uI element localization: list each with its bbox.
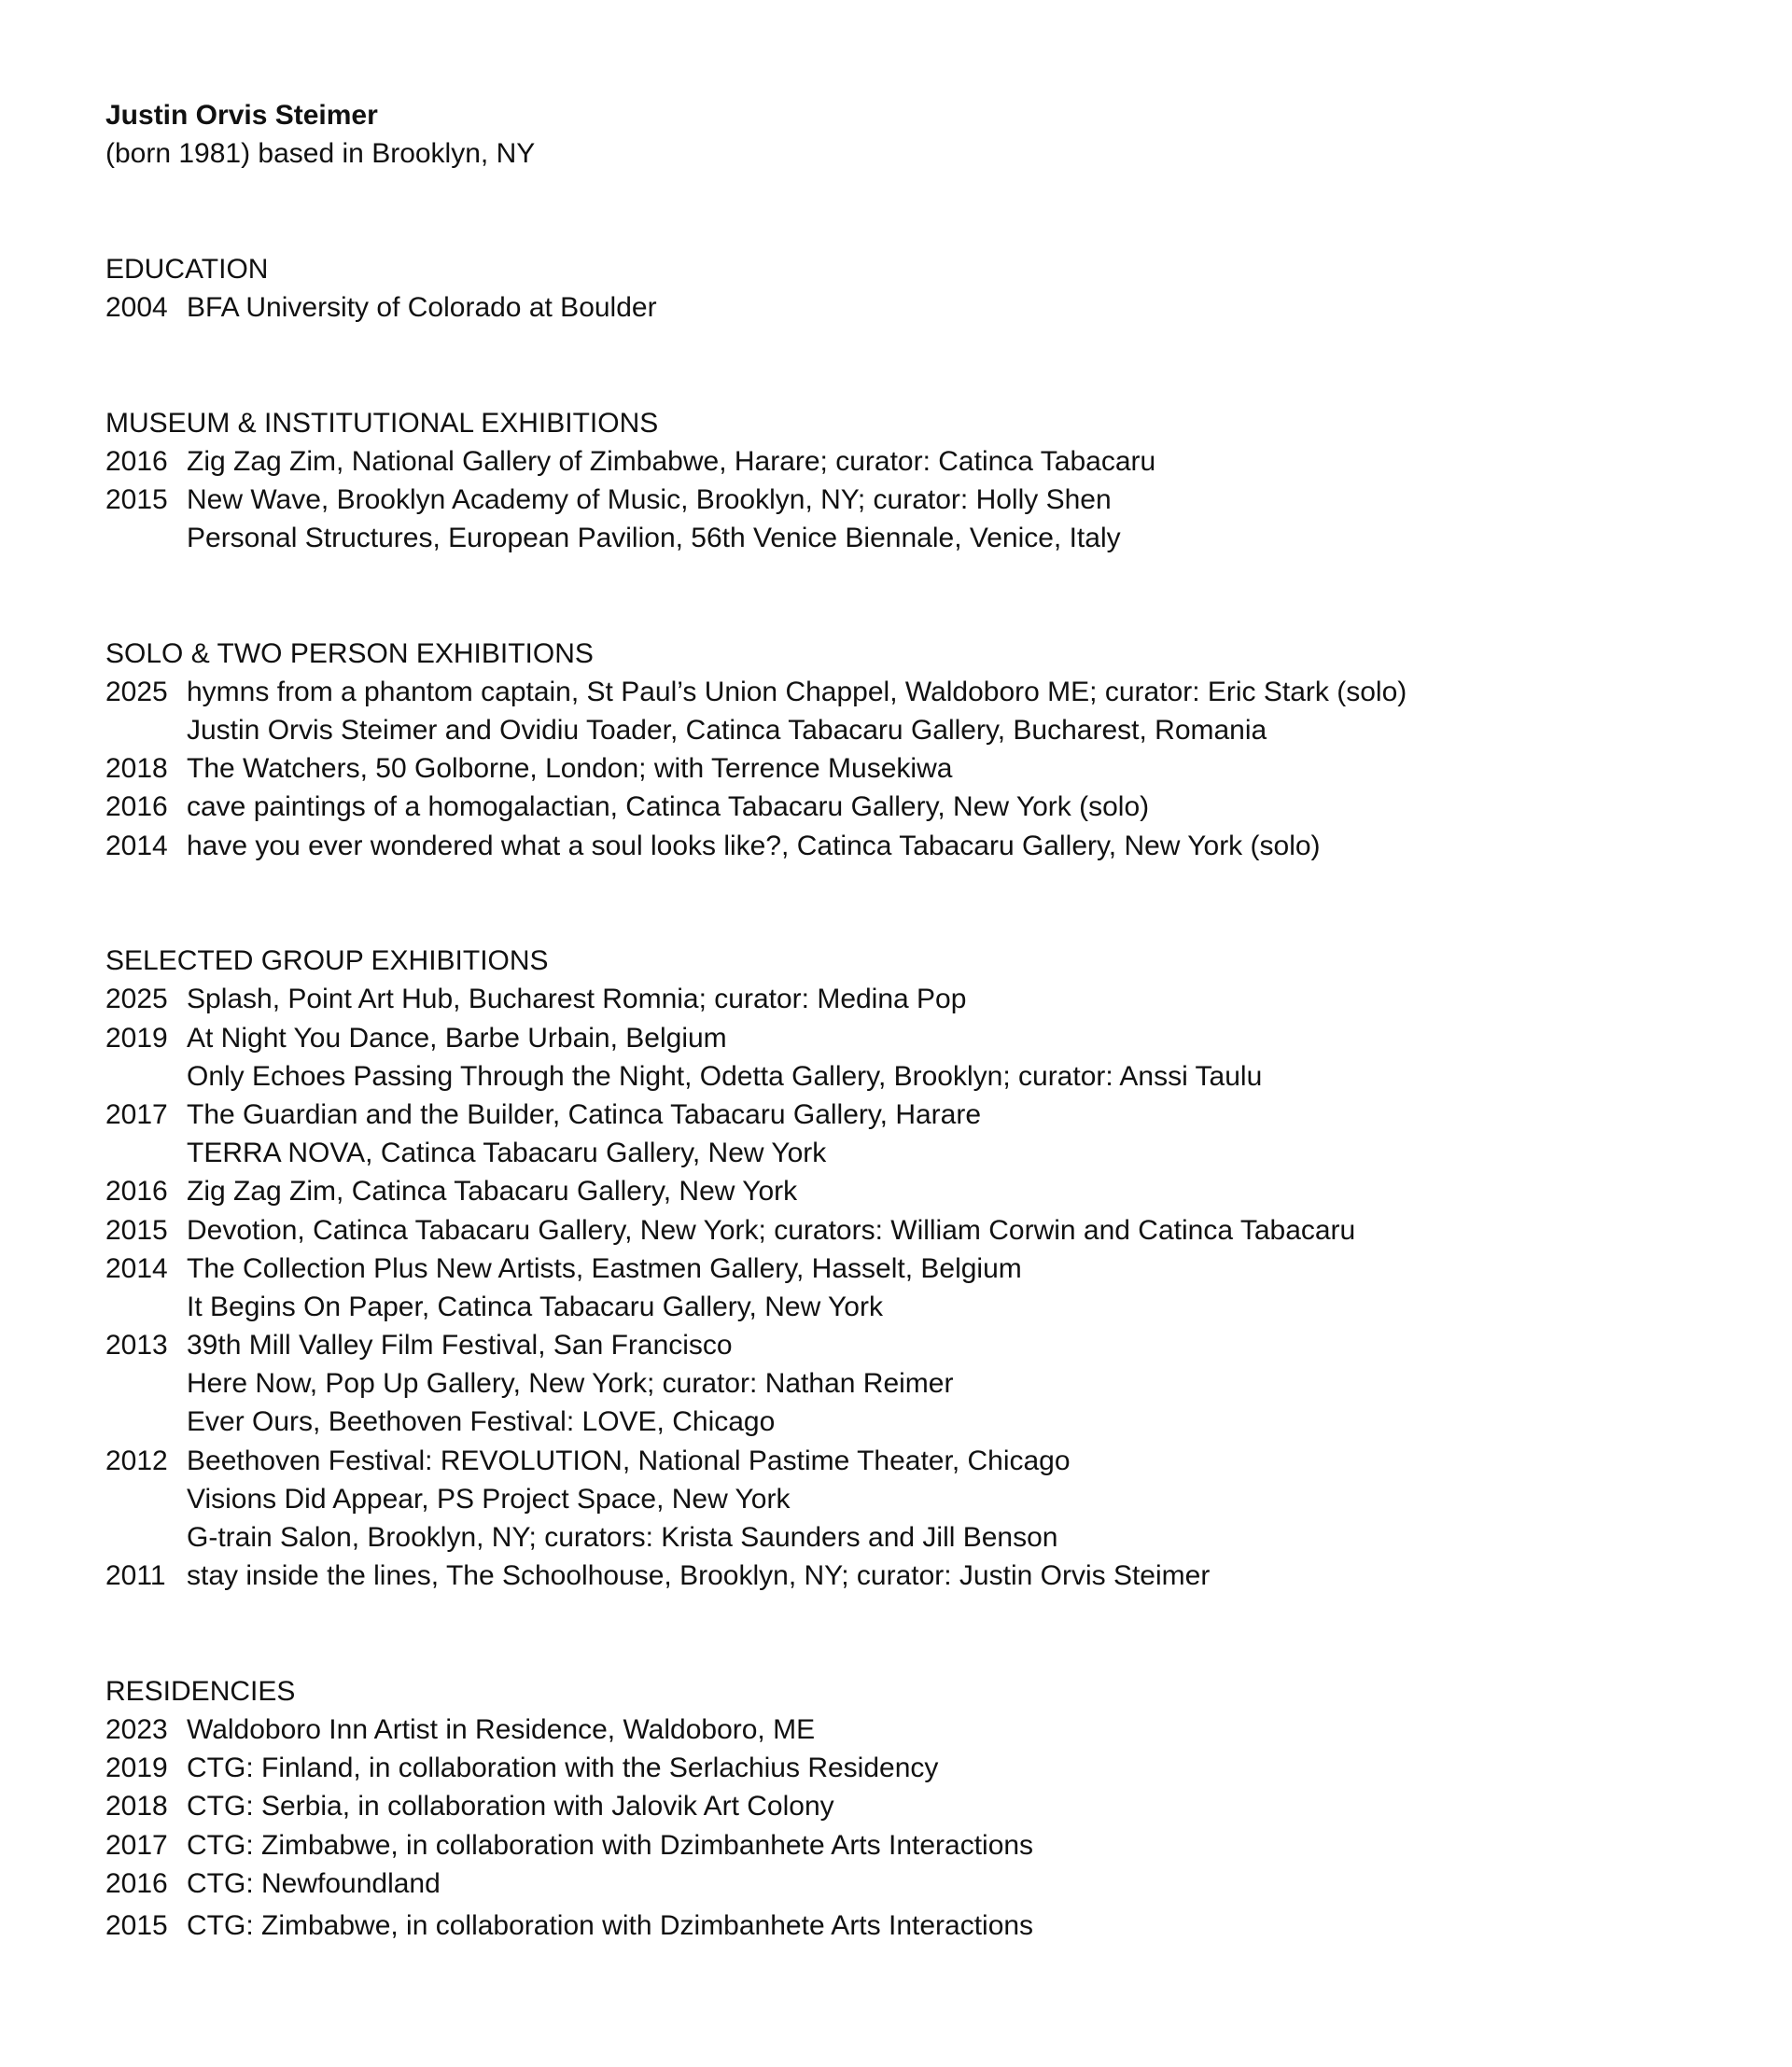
cv-entry [105, 1480, 1711, 1518]
section-heading: SOLO & TWO PERSON EXHIBITIONS [105, 637, 594, 669]
entry-year: 2025 [105, 984, 168, 1015]
entry-year [105, 1288, 187, 1326]
cv-sections [105, 250, 1711, 1945]
cv-entry [105, 1057, 1711, 1096]
entry-text: Beethoven Festival: REVOLUTION, National Pastime Theater, Chicago [187, 1445, 1071, 1476]
cv-entry [105, 1711, 1711, 1749]
entry-year: 2025 [105, 676, 168, 707]
cv-entry [105, 980, 1711, 1018]
entry-year [105, 1480, 187, 1518]
entry-year [105, 519, 187, 557]
cv-entry [105, 288, 1711, 327]
entry-year: 2019 [105, 1022, 168, 1054]
entry-text: Only Echoes Passing Through the Night, Odetta Gallery, Brooklyn; curator: Anssi Taulu [187, 1060, 1263, 1092]
cv-entry [105, 1288, 1711, 1326]
entry-text: Devotion, Catinca Tabacaru Gallery, New York; curators: William Corwin and Catinca Tabacaru [187, 1214, 1356, 1246]
section-heading: RESIDENCIES [105, 1675, 296, 1707]
cv-entry [105, 1211, 1711, 1250]
entry-text: Waldoboro Inn Artist in Residence, Waldoboro, ME [187, 1713, 816, 1745]
entry-text: CTG: Serbia, in collaboration with Jalovik Art Colony [187, 1791, 834, 1823]
entry-year: 2015 [105, 1214, 168, 1246]
entry-year: 2016 [105, 445, 168, 477]
entry-year: 2018 [105, 1791, 168, 1823]
cv-entry [105, 1518, 1711, 1557]
entry-text: hymns from a phantom captain, St Paul’s Union Chappel, Waldoboro ME; curator: Eric Stark (solo) [187, 676, 1407, 707]
cv-entry [105, 1364, 1711, 1403]
cv-entry [105, 749, 1711, 788]
entry-year: 2016 [105, 1867, 168, 1899]
entry-year: 2014 [105, 830, 168, 861]
section-heading: EDUCATION [105, 253, 269, 285]
cv-entry [105, 1787, 1711, 1825]
cv-entry [105, 481, 1711, 519]
entry-year: 2016 [105, 791, 168, 823]
entry-text: CTG: Newfoundland [187, 1867, 441, 1899]
entry-text: The Collection Plus New Artists, Eastmen Gallery, Hasselt, Belgium [187, 1252, 1022, 1284]
entry-year [105, 711, 187, 749]
entry-text: cave paintings of a homogalactian, Catinca Tabacaru Gallery, New York (solo) [187, 791, 1150, 823]
cv-entry [105, 1557, 1711, 1595]
cv-entry [105, 1442, 1711, 1480]
entry-year: 2012 [105, 1445, 168, 1476]
entry-year: 2015 [105, 483, 168, 515]
entry-year: 2015 [105, 1909, 168, 1941]
cv-entry [105, 711, 1711, 749]
cv-entry [105, 1749, 1711, 1787]
entry-year [105, 1057, 187, 1096]
entry-year [105, 1403, 187, 1441]
section-heading: MUSEUM & INSTITUTIONAL EXHIBITIONS [105, 407, 659, 439]
entry-text: CTG: Zimbabwe, in collaboration with Dzimbanhete Arts Interactions [187, 1909, 1034, 1941]
entry-text: 39th Mill Valley Film Festival, San Francisco [187, 1330, 733, 1362]
entry-text: Here Now, Pop Up Gallery, New York; curator: Nathan Reimer [187, 1368, 954, 1400]
cv-section-museum-institutional-exhibitions [105, 404, 1711, 558]
entry-year [105, 1364, 187, 1403]
entry-text: The Watchers, 50 Golborne, London; with Terrence Musekiwa [187, 753, 953, 785]
cv-document [105, 96, 1711, 1945]
entry-text: Splash, Point Art Hub, Bucharest Romnia; curator: Medina Pop [187, 984, 967, 1015]
entry-text: At Night You Dance, Barbe Urbain, Belgium [187, 1022, 727, 1054]
entry-text: Zig Zag Zim, Catinca Tabacaru Gallery, New York [187, 1176, 798, 1208]
cv-section-selected-group-exhibitions [105, 942, 1711, 1595]
entry-text: Justin Orvis Steimer and Ovidiu Toader, Catinca Tabacaru Gallery, Bucharest, Romania [187, 715, 1267, 747]
entry-text: New Wave, Brooklyn Academy of Music, Brooklyn, NY; curator: Holly Shen [187, 483, 1112, 515]
entry-text: G-train Salon, Brooklyn, NY; curators: Krista Saunders and Jill Benson [187, 1522, 1058, 1553]
entry-year: 2016 [105, 1176, 168, 1208]
entry-text: CTG: Zimbabwe, in collaboration with Dzimbanhete Arts Interactions [187, 1829, 1034, 1861]
entry-year: 2014 [105, 1252, 168, 1284]
entry-text: have you ever wondered what a soul looks like?, Catinca Tabacaru Gallery, New York (solo) [187, 830, 1321, 861]
cv-entry [105, 1250, 1711, 1288]
cv-entry [105, 519, 1711, 557]
artist-subtitle: (born 1981) based in Brooklyn, NY [105, 138, 536, 170]
entry-text: The Guardian and the Builder, Catinca Tabacaru Gallery, Harare [187, 1098, 982, 1130]
entry-year: 2019 [105, 1753, 168, 1784]
cv-section-solo-two-person-exhibitions [105, 635, 1711, 865]
cv-entry [105, 1326, 1711, 1364]
entry-text: CTG: Finland, in collaboration with the Serlachius Residency [187, 1753, 939, 1784]
cv-entry [105, 788, 1711, 826]
entry-year: 2011 [105, 1560, 166, 1592]
entry-year: 2004 [105, 291, 168, 323]
section-heading: SELECTED GROUP EXHIBITIONS [105, 945, 549, 977]
entry-year: 2017 [105, 1098, 168, 1130]
entry-year: 2018 [105, 753, 168, 785]
cv-entry [105, 1826, 1711, 1864]
entry-text: Personal Structures, European Pavilion, 56th Venice Biennale, Venice, Italy [187, 523, 1121, 554]
entry-text: TERRA NOVA, Catinca Tabacaru Gallery, New York [187, 1138, 827, 1169]
entry-text: Visions Did Appear, PS Project Space, New York [187, 1483, 791, 1515]
cv-entry [105, 1172, 1711, 1210]
cv-entry [105, 442, 1711, 481]
entry-text: BFA University of Colorado at Boulder [187, 291, 657, 323]
entry-text: Ever Ours, Beethoven Festival: LOVE, Chicago [187, 1406, 776, 1438]
cv-entry [105, 1906, 1711, 1945]
entry-text: It Begins On Paper, Catinca Tabacaru Gallery, New York [187, 1291, 883, 1322]
cv-entry [105, 1096, 1711, 1134]
artist-name: Justin Orvis Steimer [105, 100, 378, 131]
cv-entry [105, 673, 1711, 711]
entry-text: stay inside the lines, The Schoolhouse, Brooklyn, NY; curator: Justin Orvis Steimer [187, 1560, 1211, 1592]
entry-year: 2013 [105, 1330, 168, 1362]
entry-text: Zig Zag Zim, National Gallery of Zimbabwe, Harare; curator: Catinca Tabacaru [187, 445, 1156, 477]
cv-section-education [105, 250, 1711, 327]
cv-entry [105, 1403, 1711, 1441]
entry-year: 2023 [105, 1713, 168, 1745]
entry-year: 2017 [105, 1829, 168, 1861]
cv-entry [105, 1019, 1711, 1057]
cv-entry [105, 1134, 1711, 1172]
cv-section-residencies [105, 1672, 1711, 1945]
entry-year [105, 1134, 187, 1172]
cv-entry [105, 1864, 1711, 1903]
cv-entry [105, 827, 1711, 865]
entry-year [105, 1518, 187, 1557]
